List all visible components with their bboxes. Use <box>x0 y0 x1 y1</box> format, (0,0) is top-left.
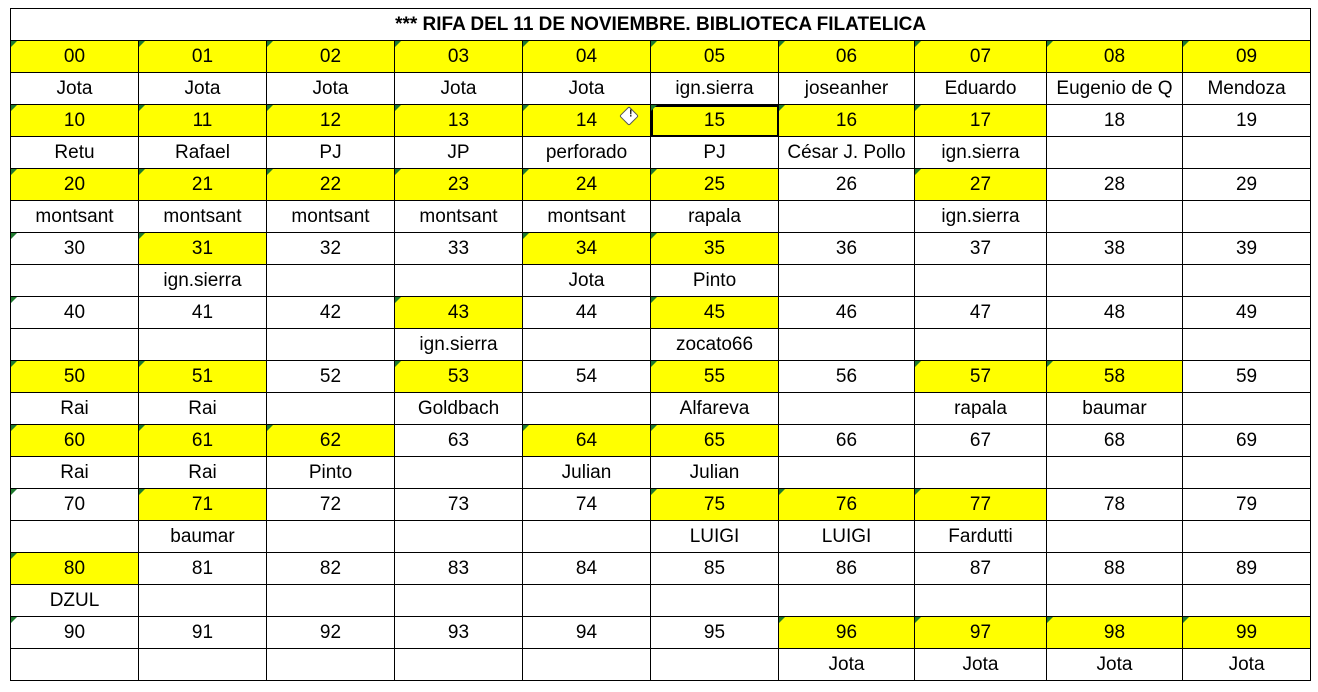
name-cell[interactable] <box>523 649 651 681</box>
number-cell[interactable]: 30 <box>11 233 139 265</box>
number-cell[interactable]: 34 <box>523 233 651 265</box>
name-cell[interactable] <box>1047 457 1183 489</box>
number-row <box>11 425 1311 457</box>
number-cell[interactable]: 78 <box>1047 489 1183 521</box>
number-cell[interactable]: 63 <box>395 425 523 457</box>
name-cell[interactable]: Jota <box>523 265 651 297</box>
name-row <box>11 585 1311 617</box>
number-cell[interactable]: 87 <box>915 553 1047 585</box>
number-cell[interactable]: 69 <box>1183 425 1311 457</box>
name-cell[interactable] <box>395 649 523 681</box>
name-cell[interactable] <box>395 265 523 297</box>
number-cell[interactable]: 14 ! <box>523 105 651 137</box>
number-cell[interactable]: 37 <box>915 233 1047 265</box>
number-row <box>11 41 1311 73</box>
number-row <box>11 489 1311 521</box>
number-cell[interactable]: 26 <box>779 169 915 201</box>
number-cell[interactable]: 20 <box>11 169 139 201</box>
number-cell[interactable]: 47 <box>915 297 1047 329</box>
name-cell[interactable]: Jota <box>11 73 139 105</box>
number-cell[interactable]: 70 <box>11 489 139 521</box>
name-cell[interactable]: ign.sierra <box>395 329 523 361</box>
name-cell[interactable] <box>395 457 523 489</box>
name-cell[interactable] <box>11 329 139 361</box>
number-cell[interactable]: 81 <box>139 553 267 585</box>
raffle-grid <box>10 8 1311 681</box>
name-cell[interactable]: ign.sierra <box>651 73 779 105</box>
number-cell[interactable]: 50 <box>11 361 139 393</box>
name-cell[interactable]: Julian <box>651 457 779 489</box>
number-cell[interactable]: 66 <box>779 425 915 457</box>
name-cell[interactable] <box>267 393 395 425</box>
raffle-sheet <box>10 8 1310 681</box>
name-cell[interactable] <box>779 393 915 425</box>
number-cell[interactable]: 57 <box>915 361 1047 393</box>
name-cell[interactable] <box>11 649 139 681</box>
name-cell[interactable]: LUIGI <box>779 521 915 553</box>
number-cell[interactable]: 17 <box>915 105 1047 137</box>
name-cell[interactable]: montsant <box>523 201 651 233</box>
number-cell[interactable]: 40 <box>11 297 139 329</box>
name-cell[interactable] <box>779 265 915 297</box>
number-cell[interactable]: 79 <box>1183 489 1311 521</box>
name-cell[interactable]: joseanher <box>779 73 915 105</box>
name-cell[interactable] <box>267 265 395 297</box>
name-cell[interactable] <box>1047 137 1183 169</box>
number-cell[interactable]: 25 <box>651 169 779 201</box>
number-cell[interactable]: 65 <box>651 425 779 457</box>
number-cell[interactable]: 89 <box>1183 553 1311 585</box>
name-cell[interactable]: Retu <box>11 137 139 169</box>
number-cell[interactable]: 16 <box>779 105 915 137</box>
name-row <box>11 73 1311 105</box>
name-cell[interactable] <box>1047 265 1183 297</box>
number-cell[interactable]: 56 <box>779 361 915 393</box>
name-cell[interactable] <box>1183 457 1311 489</box>
name-cell[interactable]: ign.sierra <box>139 265 267 297</box>
name-cell[interactable] <box>1183 521 1311 553</box>
number-cell[interactable]: 84 <box>523 553 651 585</box>
number-cell[interactable]: 41 <box>139 297 267 329</box>
name-cell[interactable] <box>915 265 1047 297</box>
name-cell[interactable]: montsant <box>139 201 267 233</box>
name-cell[interactable] <box>523 329 651 361</box>
name-cell[interactable] <box>267 521 395 553</box>
number-cell[interactable]: 00 <box>11 41 139 73</box>
number-cell[interactable]: 93 <box>395 617 523 649</box>
name-cell[interactable]: PJ <box>267 137 395 169</box>
number-cell[interactable]: 98 <box>1047 617 1183 649</box>
number-cell[interactable]: 75 <box>651 489 779 521</box>
number-cell[interactable]: 53 <box>395 361 523 393</box>
number-cell[interactable]: 82 <box>267 553 395 585</box>
number-cell[interactable]: 32 <box>267 233 395 265</box>
number-cell[interactable]: 90 <box>11 617 139 649</box>
name-cell[interactable]: Rai <box>11 457 139 489</box>
name-cell[interactable]: Jota <box>267 73 395 105</box>
name-cell[interactable]: Mendoza <box>1183 73 1311 105</box>
number-cell[interactable]: 36 <box>779 233 915 265</box>
number-cell[interactable]: 02 <box>267 41 395 73</box>
number-cell[interactable]: 45 <box>651 297 779 329</box>
name-cell[interactable]: Jota <box>779 649 915 681</box>
number-cell[interactable]: 33 <box>395 233 523 265</box>
number-cell[interactable]: 60 <box>11 425 139 457</box>
name-cell[interactable]: Pinto <box>267 457 395 489</box>
number-cell[interactable]: 03 <box>395 41 523 73</box>
name-cell[interactable] <box>651 649 779 681</box>
name-cell[interactable]: JP <box>395 137 523 169</box>
number-cell[interactable]: 42 <box>267 297 395 329</box>
number-cell[interactable]: 38 <box>1047 233 1183 265</box>
name-cell[interactable]: ign.sierra <box>915 201 1047 233</box>
number-cell[interactable]: 44 <box>523 297 651 329</box>
number-row <box>11 105 1311 137</box>
name-cell[interactable]: ign.sierra <box>915 137 1047 169</box>
name-cell[interactable] <box>139 649 267 681</box>
name-row <box>11 265 1311 297</box>
name-cell[interactable]: Rai <box>139 393 267 425</box>
number-cell[interactable]: 97 <box>915 617 1047 649</box>
name-cell[interactable]: LUIGI <box>651 521 779 553</box>
name-cell[interactable] <box>139 585 267 617</box>
number-cell[interactable]: 09 <box>1183 41 1311 73</box>
number-cell[interactable]: 59 <box>1183 361 1311 393</box>
number-cell[interactable]: 13 <box>395 105 523 137</box>
number-cell[interactable]: 27 <box>915 169 1047 201</box>
name-cell[interactable] <box>651 585 779 617</box>
name-cell[interactable] <box>915 329 1047 361</box>
name-row <box>11 329 1311 361</box>
number-cell[interactable]: 91 <box>139 617 267 649</box>
name-cell[interactable] <box>267 585 395 617</box>
number-cell[interactable]: 67 <box>915 425 1047 457</box>
name-cell[interactable]: Jota <box>1047 649 1183 681</box>
name-cell[interactable]: Rai <box>11 393 139 425</box>
name-cell[interactable] <box>779 457 915 489</box>
name-cell[interactable] <box>395 521 523 553</box>
name-cell[interactable] <box>11 521 139 553</box>
name-row <box>11 137 1311 169</box>
name-cell[interactable] <box>1183 393 1311 425</box>
number-cell[interactable]: 08 <box>1047 41 1183 73</box>
name-cell[interactable]: Jota <box>139 73 267 105</box>
number-cell[interactable]: 46 <box>779 297 915 329</box>
number-cell[interactable]: 12 <box>267 105 395 137</box>
name-cell[interactable]: Goldbach <box>395 393 523 425</box>
number-cell[interactable]: 83 <box>395 553 523 585</box>
name-cell[interactable] <box>267 649 395 681</box>
name-row <box>11 201 1311 233</box>
number-cell[interactable]: 85 <box>651 553 779 585</box>
name-cell[interactable] <box>11 265 139 297</box>
number-cell[interactable]: 80 <box>11 553 139 585</box>
name-cell[interactable] <box>1183 137 1311 169</box>
number-cell[interactable]: 01 <box>139 41 267 73</box>
number-cell[interactable]: 92 <box>267 617 395 649</box>
name-cell[interactable] <box>779 201 915 233</box>
name-cell[interactable] <box>1183 265 1311 297</box>
number-cell[interactable]: 62 <box>267 425 395 457</box>
name-cell[interactable] <box>1183 329 1311 361</box>
name-cell[interactable]: zocato66 <box>651 329 779 361</box>
name-cell[interactable]: montsant <box>395 201 523 233</box>
number-cell[interactable]: 29 <box>1183 169 1311 201</box>
number-cell[interactable]: 73 <box>395 489 523 521</box>
number-row <box>11 233 1311 265</box>
name-cell[interactable] <box>1183 201 1311 233</box>
number-cell[interactable]: 72 <box>267 489 395 521</box>
name-cell[interactable] <box>915 457 1047 489</box>
number-cell[interactable]: 52 <box>267 361 395 393</box>
name-row <box>11 521 1311 553</box>
name-cell[interactable] <box>523 393 651 425</box>
name-cell[interactable]: Jota <box>395 73 523 105</box>
number-cell[interactable]: 77 <box>915 489 1047 521</box>
name-cell[interactable]: Rafael <box>139 137 267 169</box>
name-cell[interactable] <box>1047 201 1183 233</box>
number-cell[interactable]: 88 <box>1047 553 1183 585</box>
number-cell[interactable]: 51 <box>139 361 267 393</box>
number-cell[interactable]: 49 <box>1183 297 1311 329</box>
number-cell[interactable]: 22 <box>267 169 395 201</box>
number-cell[interactable]: 94 <box>523 617 651 649</box>
name-cell[interactable] <box>1183 585 1311 617</box>
number-row <box>11 297 1311 329</box>
number-cell[interactable]: 99 <box>1183 617 1311 649</box>
name-cell[interactable] <box>1047 521 1183 553</box>
name-cell[interactable]: Jota <box>523 73 651 105</box>
name-cell[interactable]: Jota <box>1183 649 1311 681</box>
sheet-title[interactable]: *** RIFA DEL 11 DE NOVIEMBRE. BIBLIOTECA FILATELICA <box>11 9 1311 41</box>
number-cell[interactable]: 35 <box>651 233 779 265</box>
number-cell[interactable]: 71 <box>139 489 267 521</box>
number-cell[interactable]: 18 <box>1047 105 1183 137</box>
number-cell[interactable]: 04 <box>523 41 651 73</box>
number-row <box>11 169 1311 201</box>
number-cell[interactable]: 11 <box>139 105 267 137</box>
number-cell[interactable]: 55 <box>651 361 779 393</box>
name-cell[interactable]: perforado <box>523 137 651 169</box>
name-cell[interactable] <box>1047 585 1183 617</box>
name-cell[interactable] <box>523 585 651 617</box>
error-warning-icon[interactable] <box>619 106 639 126</box>
name-cell[interactable]: rapala <box>651 201 779 233</box>
number-cell[interactable]: 54 <box>523 361 651 393</box>
name-cell[interactable]: rapala <box>915 393 1047 425</box>
name-cell[interactable]: baumar <box>139 521 267 553</box>
name-cell[interactable] <box>139 329 267 361</box>
number-cell[interactable]: 10 <box>11 105 139 137</box>
name-cell[interactable]: PJ <box>651 137 779 169</box>
number-cell[interactable]: 07 <box>915 41 1047 73</box>
name-row <box>11 457 1311 489</box>
number-cell[interactable]: 31 <box>139 233 267 265</box>
number-row <box>11 361 1311 393</box>
number-cell[interactable]: 43 <box>395 297 523 329</box>
name-cell[interactable]: DZUL <box>11 585 139 617</box>
name-cell[interactable]: Rai <box>139 457 267 489</box>
number-row <box>11 617 1311 649</box>
number-cell[interactable]: 61 <box>139 425 267 457</box>
name-cell[interactable]: montsant <box>11 201 139 233</box>
name-cell[interactable]: baumar <box>1047 393 1183 425</box>
number-cell[interactable]: 28 <box>1047 169 1183 201</box>
name-row <box>11 649 1311 681</box>
name-cell[interactable]: Julian <box>523 457 651 489</box>
name-cell[interactable]: Eduardo <box>915 73 1047 105</box>
number-cell[interactable]: 86 <box>779 553 915 585</box>
number-cell[interactable]: 74 <box>523 489 651 521</box>
name-cell[interactable]: Pinto <box>651 265 779 297</box>
name-row <box>11 393 1311 425</box>
name-cell[interactable] <box>1047 329 1183 361</box>
name-cell[interactable] <box>915 585 1047 617</box>
name-cell[interactable] <box>523 521 651 553</box>
number-cell[interactable]: 39 <box>1183 233 1311 265</box>
number-cell[interactable]: 96 <box>779 617 915 649</box>
number-cell[interactable]: 48 <box>1047 297 1183 329</box>
number-cell[interactable]: 21 <box>139 169 267 201</box>
number-cell[interactable]: 23 <box>395 169 523 201</box>
number-cell[interactable]: 64 <box>523 425 651 457</box>
number-cell[interactable]: 06 <box>779 41 915 73</box>
number-cell[interactable]: 95 <box>651 617 779 649</box>
name-cell[interactable] <box>779 585 915 617</box>
name-cell[interactable]: Eugenio de Q <box>1047 73 1183 105</box>
name-cell[interactable] <box>395 585 523 617</box>
number-cell[interactable]: 05 <box>651 41 779 73</box>
number-cell[interactable]: 19 <box>1183 105 1311 137</box>
name-cell[interactable]: César J. Pollo <box>779 137 915 169</box>
number-cell[interactable]: 24 <box>523 169 651 201</box>
name-cell[interactable] <box>779 329 915 361</box>
number-cell[interactable]: 76 <box>779 489 915 521</box>
number-cell[interactable]: 58 <box>1047 361 1183 393</box>
name-cell[interactable]: montsant <box>267 201 395 233</box>
name-cell[interactable]: Jota <box>915 649 1047 681</box>
number-cell[interactable]: 68 <box>1047 425 1183 457</box>
number-row <box>11 553 1311 585</box>
number-cell[interactable]: 15 <box>651 105 779 137</box>
name-cell[interactable] <box>267 329 395 361</box>
name-cell[interactable]: Alfareva <box>651 393 779 425</box>
name-cell[interactable]: Fardutti <box>915 521 1047 553</box>
